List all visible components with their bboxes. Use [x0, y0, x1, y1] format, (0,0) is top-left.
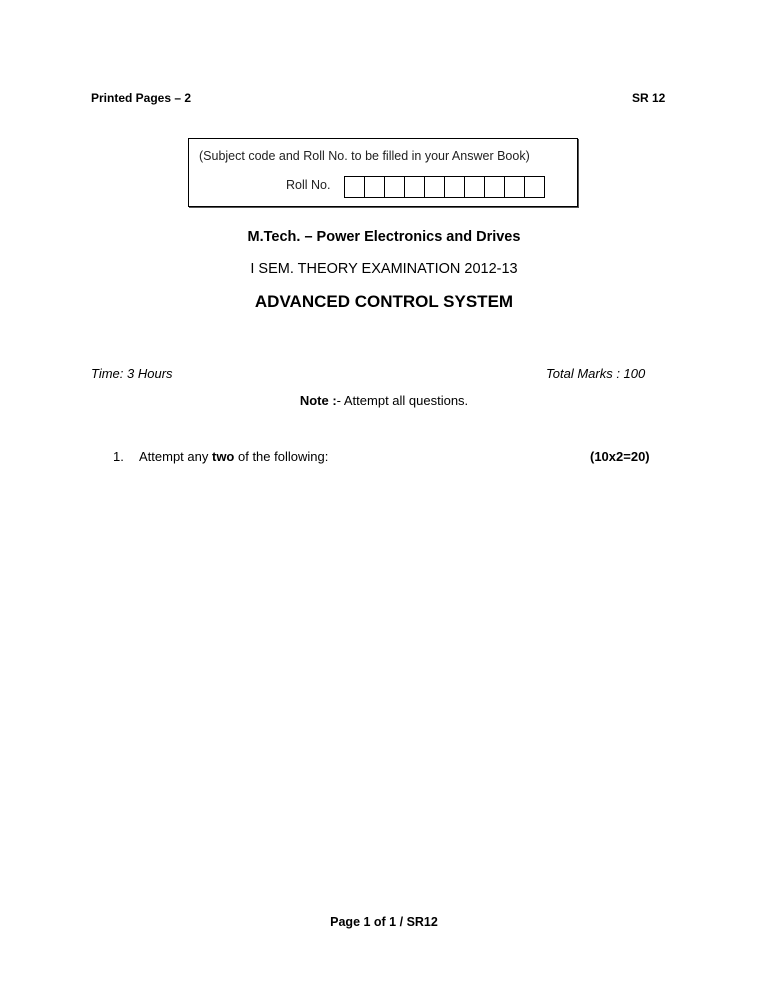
roll-number-cells — [344, 176, 545, 198]
roll-number-cell — [444, 176, 465, 198]
roll-number-cell — [344, 176, 365, 198]
roll-box-instruction: (Subject code and Roll No. to be filled in your Answer Book) — [199, 149, 530, 163]
program-title: M.Tech. – Power Electronics and Drives — [247, 229, 521, 245]
question-suffix: of the following: — [234, 449, 329, 464]
roll-number-cell — [464, 176, 485, 198]
roll-number-cell — [364, 176, 385, 198]
roll-number-box — [188, 138, 578, 207]
subject-title: ADVANCED CONTROL SYSTEM — [254, 292, 514, 311]
roll-number-cell — [424, 176, 445, 198]
roll-number-cell — [404, 176, 425, 198]
footer-code: SR12 — [406, 915, 438, 929]
page-footer — [0, 915, 768, 929]
footer-separator: / — [396, 915, 407, 929]
paper-code: SR 12 — [632, 91, 666, 105]
total-marks: Total Marks : 100 — [546, 366, 646, 381]
question-prefix: Attempt any — [139, 449, 212, 464]
roll-number-cell — [504, 176, 525, 198]
exam-title: I SEM. THEORY EXAMINATION 2012-13 — [250, 261, 518, 277]
note-label: Note : — [299, 393, 337, 408]
note-text: - Attempt all questions. — [336, 393, 469, 408]
printed-pages: Printed Pages – 2 — [91, 91, 192, 105]
roll-number-cell — [524, 176, 545, 198]
roll-number-label: Roll No. — [286, 178, 331, 192]
exam-duration: Time: 3 Hours — [91, 366, 173, 381]
roll-number-cell — [484, 176, 505, 198]
question-number: 1. — [113, 449, 124, 464]
question-text — [139, 449, 328, 464]
question-marks: (10x2=20) — [590, 449, 650, 464]
footer-page: Page 1 of 1 — [330, 915, 397, 929]
question-emphasis: two — [211, 449, 235, 464]
roll-number-cell — [384, 176, 405, 198]
note-line — [0, 393, 768, 408]
